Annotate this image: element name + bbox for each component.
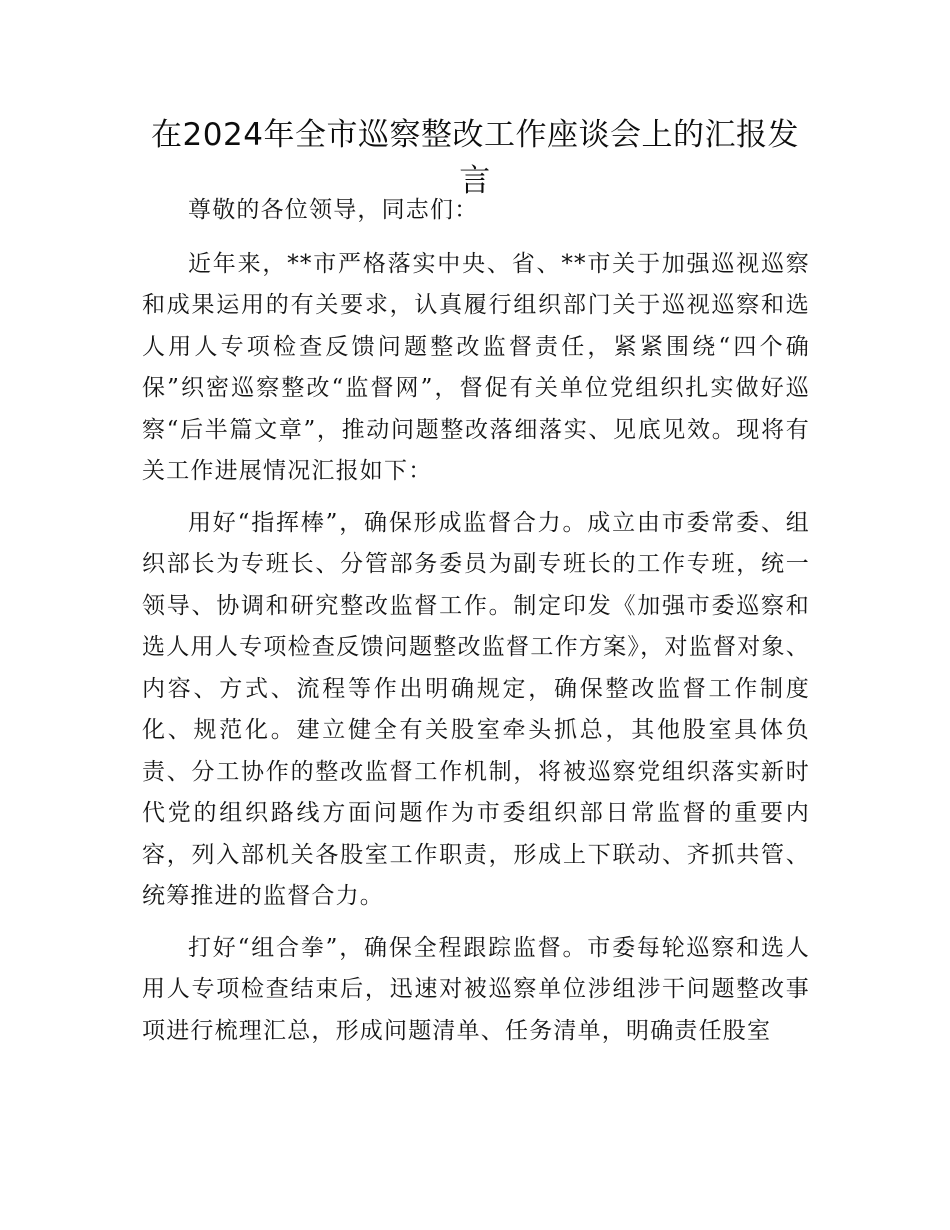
document-body [142, 190, 810, 1062]
paragraph-baton: 用好“指挥棒”，确保形成监督合力。成立由市委常委、组织部长为专班长、分管部务委员为副专班长的工作专班，统一领导、协调和研究整改监督工作。制定印发《加强市委巡察和选人用人专项检查反馈问题整改监督工作方案》，对监督对象、内容、方式、流程等作出明确规定，确保整改监督工作制度化、规范化。建立健全有关股室牵头抓总，其他股室具体负责、分工协作的整改监督工作机制，将被巡察党组织落实新时代党的组织路线方面问题作为市委组织部日常监督的重要内容，列入部机关各股室工作职责，形成上下联动、齐抓共管、统筹推进的监督合力。 [142, 509, 810, 909]
paragraph-intro: 近年来，**市严格落实中央、省、**市关于加强巡视巡察和成果运用的有关要求，认真履行组织部门关于巡视巡察和选人用人专项检查反馈问题整改监督责任，紧紧围绕“四个确保”织密巡察整改“监督网”，督促有关单位党组织扎实做好巡察“后半篇文章”，推动问题整改落细落实、见底见效。现将有关工作进展情况汇报如下： [142, 250, 810, 484]
paragraph-combination: 打好“组合拳”，确保全程跟踪监督。市委每轮巡察和选人用人专项检查结束后，迅速对被巡察单位涉组涉干问题整改事项进行梳理汇总，形成问题清单、任务清单，明确责任股室 [142, 934, 810, 1044]
document-title: 在2024年全市巡察整改工作座谈会上的汇报发言 [151, 117, 799, 199]
salutation: 尊敬的各位领导，同志们： [188, 197, 479, 223]
